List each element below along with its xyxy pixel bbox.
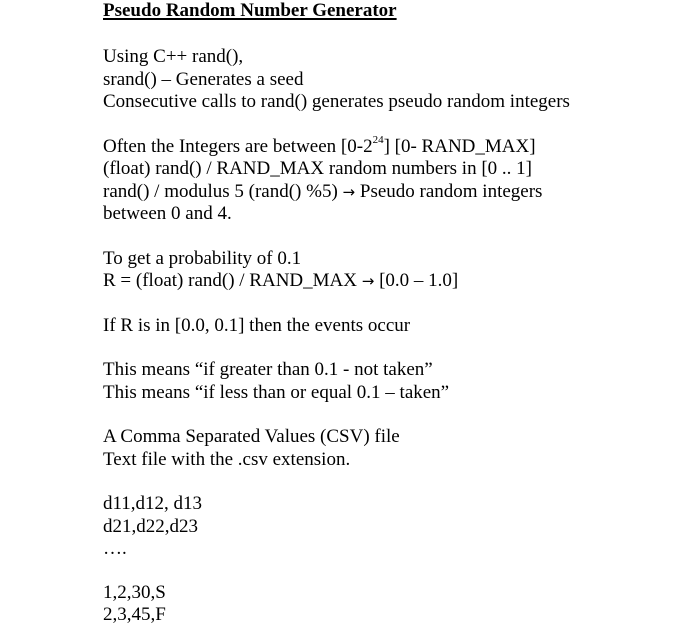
text-line	[103, 181, 693, 204]
text-line: Using C++ rand(),	[103, 46, 244, 67]
text-span: [0.0 – 1.0]	[374, 270, 459, 291]
document-title: Pseudo Random Number Generator	[103, 0, 397, 21]
text-line	[103, 270, 693, 293]
text-line: If R is in [0.0, 0.1] then the events occur	[103, 314, 411, 336]
text-line: 2,3,45,F	[103, 604, 166, 625]
rand-intro-section	[103, 46, 693, 114]
text-span: rand() / modulus 5 (rand() %5)	[103, 180, 343, 202]
exponent: 24	[372, 134, 384, 147]
document-page	[103, 0, 693, 627]
text-span: R = (float) rand() / RAND_MAX	[103, 270, 362, 291]
spacer	[103, 561, 693, 582]
text-span: Often the Integers are between [0-2	[103, 135, 373, 157]
text-line: This means “if greater than 0.1 - not taken”	[103, 359, 433, 380]
probability-section	[103, 248, 693, 293]
spacer	[103, 226, 693, 248]
meaning-section	[103, 359, 693, 404]
text-line	[103, 136, 693, 159]
text-line: This means “if less than or equal 0.1 – taken”	[103, 381, 450, 403]
csv-section	[103, 426, 693, 471]
text-line: ….	[103, 538, 127, 559]
text-span: Pseudo random integers	[355, 180, 543, 202]
text-line: Text file with the .csv extension.	[103, 448, 351, 470]
text-line: srand() – Generates a seed	[103, 68, 304, 90]
csv-example-generic	[103, 493, 693, 561]
spacer	[103, 337, 693, 359]
spacer	[103, 471, 693, 493]
right-arrow-icon: →	[342, 182, 356, 201]
integer-range-section	[103, 136, 693, 226]
spacer	[103, 404, 693, 426]
spacer	[103, 293, 693, 315]
right-arrow-icon: →	[361, 272, 375, 290]
text-line: between 0 and 4.	[103, 203, 232, 224]
text-line: d21,d22,d23	[103, 515, 198, 537]
spacer	[103, 24, 693, 46]
text-line: d11,d12, d13	[103, 493, 203, 514]
text-line: A Comma Separated Values (CSV) file	[103, 426, 400, 447]
text-line: 1,2,30,S	[103, 581, 166, 603]
text-span: ] [0- RAND_MAX]	[383, 135, 536, 157]
text-line: To get a probability of 0.1	[103, 247, 302, 269]
text-line: (float) rand() / RAND_MAX random numbers in [0 .. 1]	[103, 158, 532, 179]
text-line: Consecutive calls to rand() generates pseudo random integers	[103, 91, 570, 112]
spacer	[103, 114, 693, 136]
csv-example-values	[103, 582, 693, 627]
